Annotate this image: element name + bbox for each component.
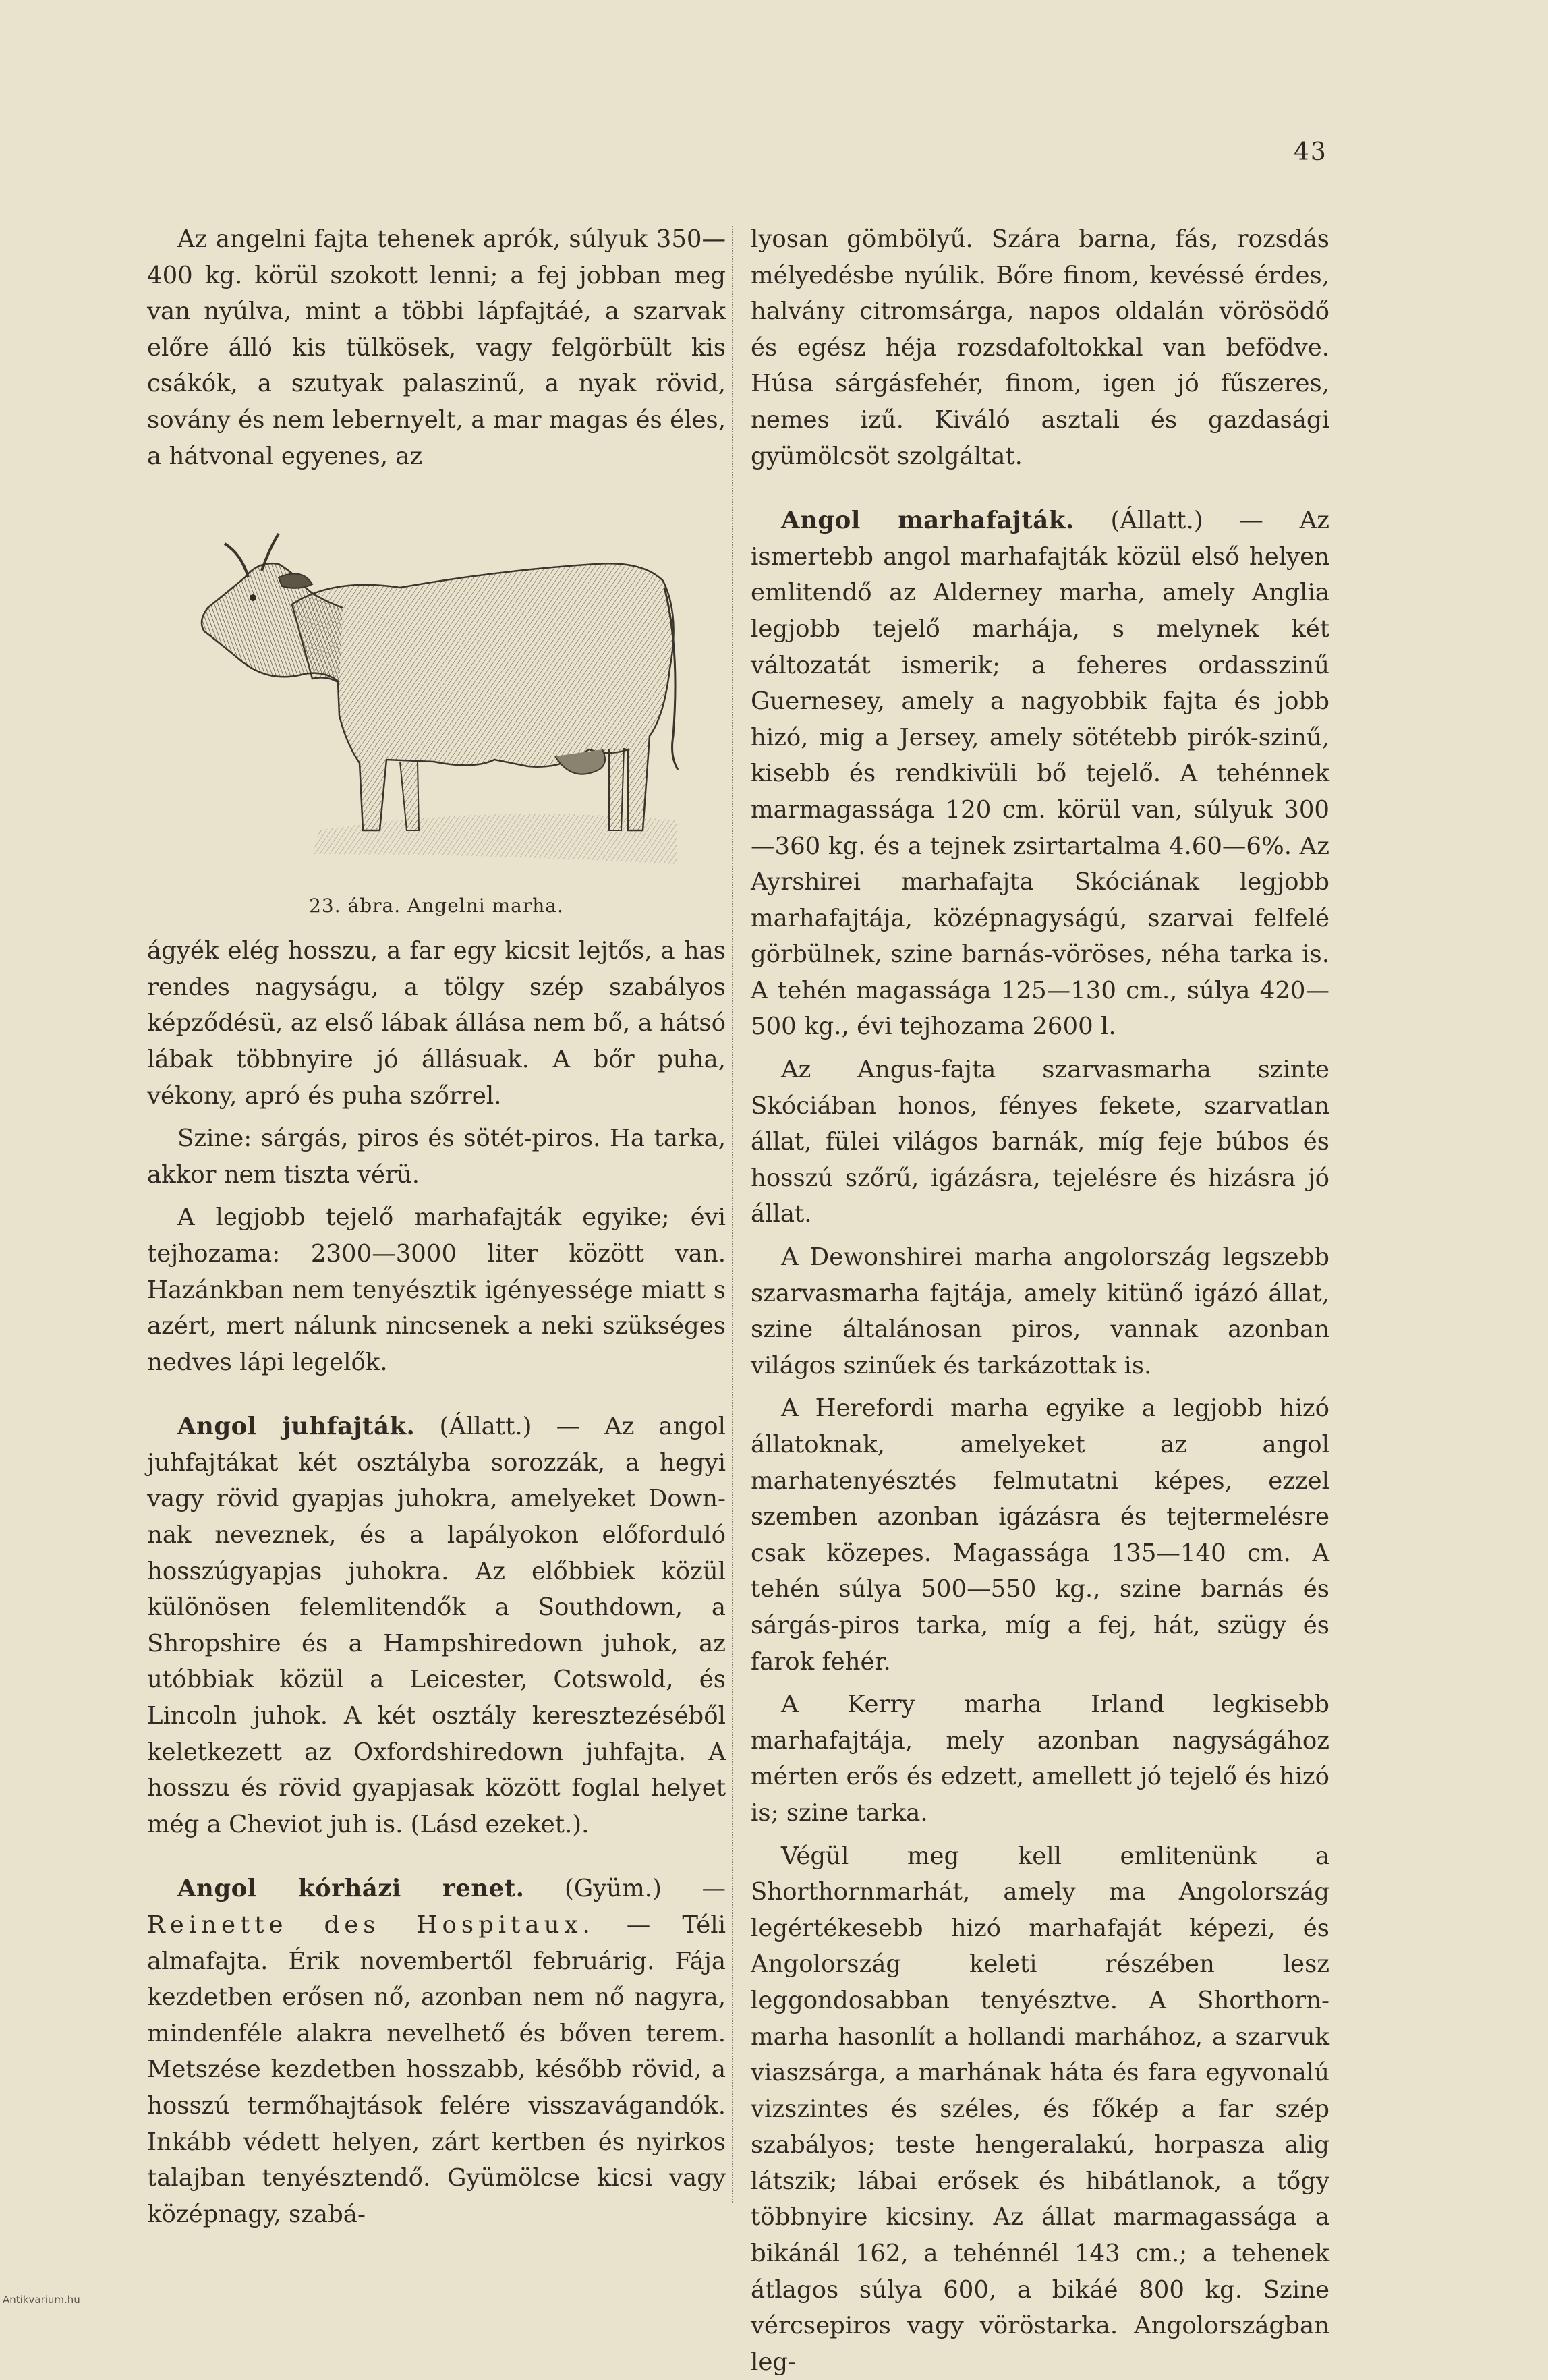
angelni-milk: A legjobb tejelő marhafajták egyike; évi tejhozama: 2300—3000 liter között van. Hazánkban nem tenyésztik igényessége miatt s azért, mert nálunk nincsenek a neki szükséges nedves lápi legelők. (147, 1203, 726, 1376)
angelni-color: Szine: sárgás, piros és sötét-piros. Ha tarka, akkor nem tiszta vérü. (147, 1125, 726, 1189)
entry-head-marhafajtak: Angol marhafajták. (781, 507, 1074, 535)
entry-text-juhfajtak: (Állatt.) — Az angol juhfajtákat két osztályba sorozzák, a hegyi vagy rövid gyapjas juhokra, amelyeket Down-nak neveznek, és a lapályokon előforduló hosszúgyapjas juhokra. Az előbbiek közül különösen felemlitendők a Southdown, a Shropshire és a Hampshiredown juhok, az utóbbiak közül a Leicester, Cotswold, és Lincoln juhok. A két osztály keresztezéséből keletkezett az Oxfordshiredown juhfajta. A hosszu és rövid gyapjasak között foglal helyet még a Cheviot juh is. (Lásd ezeket.). (147, 1413, 726, 1838)
figure-caption: 23. ábra. Angelni marha. (309, 895, 564, 917)
entry-head-juhfajtak: Angol juhfajták. (177, 1413, 415, 1441)
hereford-paragraph: A Herefordi marha egyike a legjobb hizó állatoknak, amelyeket az angol marhatenyésztés felmutatni képes, ezzel szemben azonban igázásra és tejtermelésre csak közepes. Magassága 135—140 cm. A tehén súlya 500—550 kg., szine barnás és sárgás-piros tarka, míg a fej, hát, szügy és farok fehér. (751, 1394, 1329, 1676)
page-number: 43 (1294, 138, 1327, 166)
column-divider (732, 226, 733, 2203)
angelni-description: ágyék elég hosszu, a far egy kicsit lejtős, a has rendes nagyságu, a tölgy szép szabályos képződésü, az első lábak állása nem bő, a hátsó lábak többnyire jó állásuak. A bőr puha, vékony, apró és puha szőrrel. (147, 937, 726, 1110)
watermark: Antikvarium.hu (3, 2294, 80, 2306)
entry-angol-korhazi-renet (147, 1871, 726, 2232)
kerry-paragraph: A Kerry marha Irland legkisebb marhafajtája, mely azonban nagyságához mérten erős és edzett, amellett jó tejelő és hizó is; szine tarka. (751, 1691, 1329, 1827)
entry-text-marhafajtak: (Állatt.) — Az ismertebb angol marhafajták közül első helyen emlitendő az Alderney marha, amely Anglia legjobb tejelő marhája, s melynek két változatát ismerik; a feheres ordasszinű Guernesey, amely a nagyobbik fajta és jobb hizó, mig a Jersey, amely sötétebb pirók-szinű, kisebb és rendkivüli bő tejelő. A tehénnek marmagassága 120 cm. körül van, súlyuk 300—360 kg. és a tejnek zsirtartalma 4.60—6%. Az Ayrshirei marhafajta Skóciának legjobb marhafajtája, középnagyságú, szarvai felfelé görbülnek, szine barnás-vöröses, néha tarka is. A tehén magassága 125—130 cm., súlya 420—500 kg., évi tejhozama 2600 l. (751, 507, 1329, 1041)
angus-paragraph: Az Angus-fajta szarvasmarha szinte Skóciában honos, fényes fekete, szarvatlan állat, fülei világos barnák, míg feje búbos és hosszú szőrű, igázásra, tejelésre és hizásra jó állat. (751, 1056, 1329, 1228)
entry-head-renet: Angol kórházi renet. (177, 1875, 525, 1903)
entry-text-renet-2: — Téli almafajta. Érik novembertől februárig. Fája kezdetben erősen nő, azonban nem nő nagyra, mindenféle alakra nevelhető és bőven terem. Metszése kezdetben hosszabb, később rövid, a hosszú termőhajtások felére visszavágandók. Inkább védett helyen, zárt kertben és nyirkos talajban tenyésztendő. Gyümölcse kicsi vagy középnagy, szabá- (147, 1911, 726, 2228)
entry-latin-name: Reinette des Hospitaux. (147, 1911, 595, 1939)
right-column (751, 221, 1329, 2380)
entry-angol-juhfajtak (147, 1409, 726, 1842)
renet-continuation: lyosan gömbölyű. Szára barna, fás, rozsdás mélyedésbe nyúlik. Bőre finom, kevéssé érdes, halvány citromsárga, napos oldalán vörösödő és egész héja rozsdafoltokkal van befödve. Húsa sárgásfehér, finom, igen jó fűszeres, nemes izű. Kiváló asztali és gazdasági gyümölcsöt szolgáltat. (751, 225, 1329, 470)
entry-text-renet-1: (Gyüm.) — (524, 1875, 726, 1903)
figure-angelni-cow (147, 513, 726, 918)
entry-angol-marhafajtak (751, 503, 1329, 1045)
devonshire-paragraph: A Dewonshirei marha angolország legszebb szarvasmarha fajtája, amely kitünő igázó állat, szine általánosan piros, vannak azonban világos szinűek és tarkázottak is. (751, 1243, 1329, 1380)
shorthorn-paragraph: Végül meg kell emlitenünk a Shorthornmarhát, amely ma Angolország legértékesebb hizó marhafaját képezi, és Angolország keleti részében lesz leggondosabban tenyésztve. A Shorthorn-marha hasonlít a hollandi marhához, a szarvuk viaszsárga, a marhának háta és fara egyvonalú vizszintes és széles, és főkép a far szép szabályos; teste hengeralakú, horpasza alig látszik; lábai erősek és hibátlanok, a tőgy többnyire kicsiny. Az állat marmagassága a bikánál 162, a tehénnél 143 cm.; a tehenek átlagos súlya 600, a bikáé 800 kg. Szine vércsepiros vagy vöröstarka. Angolországban leg- (751, 1842, 1329, 2376)
angelni-paragraph: Az angelni fajta tehenek aprók, súlyuk 350—400 kg. körül szokott lenni; a fej jobban meg van nyúlva, mint a többi lápfajtáé, a szarvak előre álló kis tülkösek, vagy felgörbült kis csákók, a szutyak palaszinű, a nyak rövid, sovány és nem lebernyelt, a mar magas és éles, a hátvonal egyenes, az (147, 225, 726, 470)
cow-illustration (177, 513, 690, 871)
left-column (147, 221, 726, 2232)
